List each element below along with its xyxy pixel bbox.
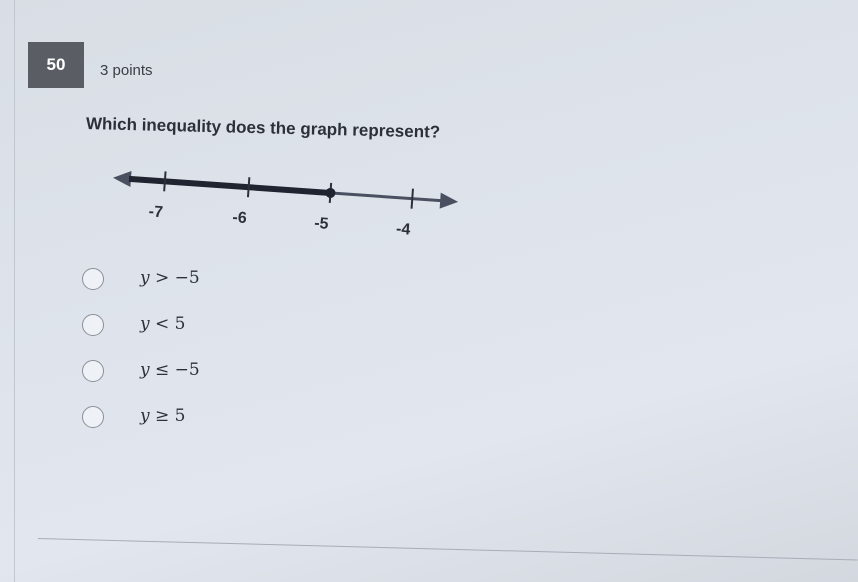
radio-icon[interactable] — [82, 314, 104, 336]
option-b[interactable] — [82, 314, 382, 342]
option-d-text: y ≥ 5 — [140, 406, 186, 426]
left-arrowhead — [112, 170, 131, 187]
tick-label-minus-5: -5 — [313, 214, 330, 233]
radio-icon[interactable] — [82, 268, 104, 290]
tick-label-minus-4: -4 — [395, 220, 411, 239]
shaded-ray — [129, 179, 331, 193]
card-left-border — [14, 0, 15, 582]
option-b-text: y < 5 — [140, 314, 186, 334]
number-line-graph — [108, 168, 468, 258]
option-a-text: y > −5 — [140, 268, 200, 288]
right-arrowhead — [440, 193, 459, 210]
tick-minus-4 — [412, 189, 413, 209]
closed-point — [325, 188, 336, 199]
points-label: 3 points — [100, 62, 153, 79]
section-divider — [38, 538, 858, 560]
question-number: 50 — [46, 55, 66, 74]
question-number-badge — [28, 42, 84, 88]
tick-label-minus-7: -7 — [148, 203, 164, 222]
option-d[interactable] — [82, 406, 382, 434]
radio-icon[interactable] — [82, 406, 104, 428]
question-text: Which inequality does the graph represent? — [85, 114, 441, 142]
option-c-text: y ≤ −5 — [140, 360, 200, 380]
option-a[interactable] — [82, 268, 382, 296]
radio-icon[interactable] — [82, 360, 104, 382]
tick-minus-6 — [248, 177, 249, 197]
tick-label-minus-6: -6 — [231, 209, 248, 228]
option-c[interactable] — [82, 360, 382, 388]
tick-minus-7 — [164, 171, 165, 191]
